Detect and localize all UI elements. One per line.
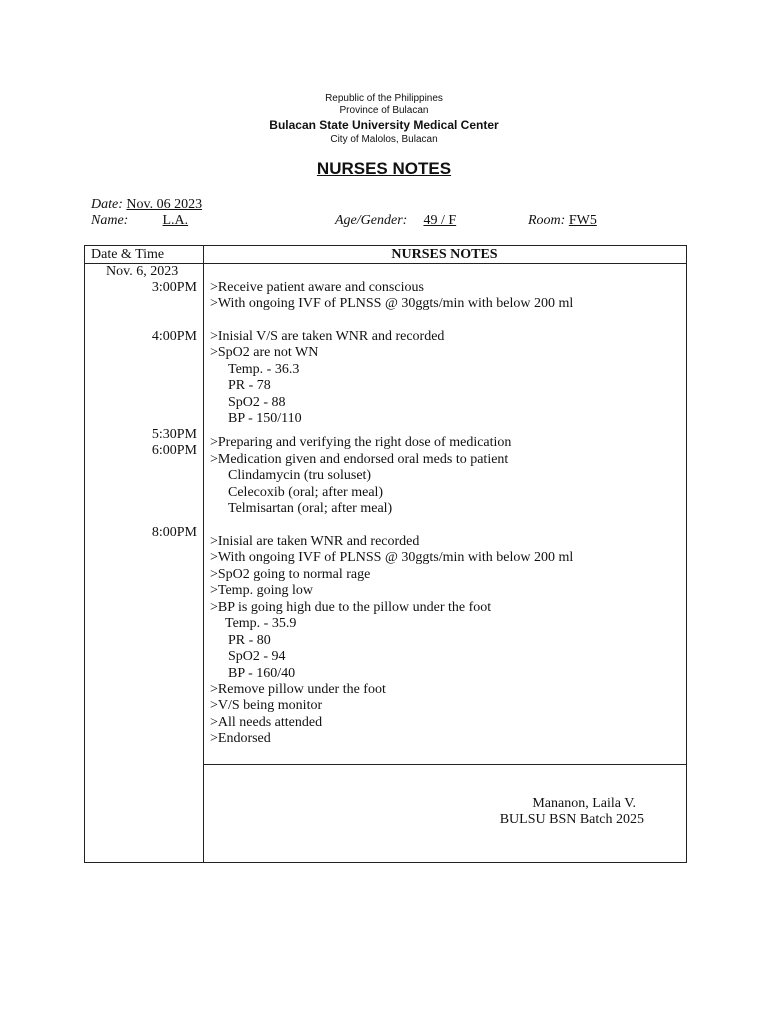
vital-line: BP - 160/40 [228,666,296,681]
room-label: Room: [528,213,566,228]
entry-date: Nov. 6, 2023 [106,264,179,279]
name-label: Name: [91,213,129,228]
note-line: >SpO2 going to normal rage [210,567,371,582]
time-entry: 5:30PM [151,427,197,442]
header-city: City of Malolos, Bulacan [330,134,438,145]
time-entry: 3:00PM [151,280,197,295]
date-field [91,197,202,213]
signature-divider [203,764,686,765]
age-gender-field [335,213,469,229]
signature-name: Mananon, Laila V. [532,796,636,811]
time-entry: 6:00PM [151,443,197,458]
medication-line: Telmisartan (oral; after meal) [228,501,393,516]
time-entry: 4:00PM [151,329,197,344]
note-line: >V/S being monitor [210,698,323,713]
name-value: L.A. [162,213,189,228]
age-gender-label: Age/Gender: [335,213,408,228]
note-line: >Inisial V/S are taken WNR and recorded [210,329,445,344]
vital-line: SpO2 - 88 [228,395,286,410]
vital-line: SpO2 - 94 [228,649,286,664]
page-title: NURSES NOTES [316,159,452,178]
note-line: >Medication given and endorsed oral meds to patient [210,452,509,467]
col-header-date-time: Date & Time [91,247,165,262]
note-line: >Inisial are taken WNR and recorded [210,534,420,549]
header-institution: Bulacan State University Medical Center [269,118,499,132]
vital-line: PR - 80 [228,633,271,648]
note-line: >Temp. going low [210,583,313,598]
column-divider [203,246,204,862]
time-entry: 8:00PM [151,525,197,540]
name-field [91,213,219,229]
signature-batch: BULSU BSN Batch 2025 [499,812,644,827]
date-value: Nov. 06 2023 [126,197,203,212]
notes-table [84,245,687,863]
medication-line: Clindamycin (tru soluset) [228,468,372,483]
vital-line: Temp. - 36.3 [228,362,300,377]
header-country: Republic of the Philippines [325,93,443,104]
note-line: >Receive patient aware and conscious [210,280,424,295]
note-line: >Preparing and verifying the right dose of medication [210,435,512,450]
room-field [528,213,597,229]
note-line: >BP is going high due to the pillow under the foot [210,600,492,615]
note-line: >Endorsed [210,731,271,746]
vital-line: Temp. - 35.9 [225,616,297,631]
age-gender-value: 49 / F [423,213,457,228]
note-line: >SpO2 are not WN [210,345,319,360]
date-label: Date: [91,197,123,212]
note-line: >With ongoing IVF of PLNSS @ 30ggts/min with below 200 ml [210,550,574,565]
medication-line: Celecoxib (oral; after meal) [228,485,384,500]
room-value: FW5 [568,213,597,228]
vital-line: BP - 150/110 [228,411,302,426]
header-province: Province of Bulacan [339,105,429,116]
note-line: >All needs attended [210,715,323,730]
col-header-notes: NURSES NOTES [391,247,498,262]
note-line: >With ongoing IVF of PLNSS @ 30ggts/min with below 200 ml [210,296,574,311]
note-line: >Remove pillow under the foot [210,682,386,697]
vital-line: PR - 78 [228,378,271,393]
